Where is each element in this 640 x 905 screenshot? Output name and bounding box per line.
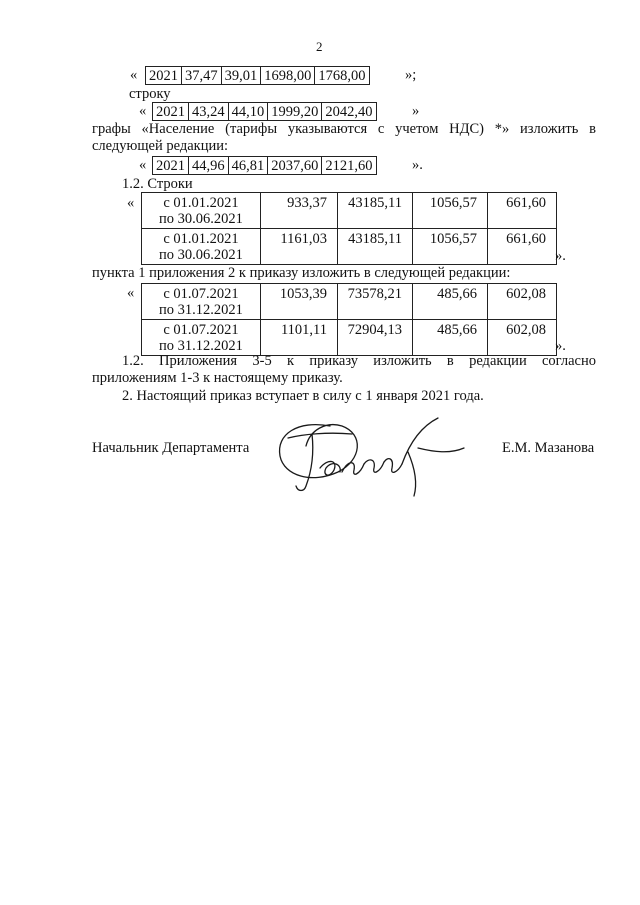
- cell-value: 39,01: [221, 67, 261, 85]
- period-end: по 30.06.2021: [159, 211, 243, 227]
- cell-year: 2021: [153, 157, 189, 175]
- period-start: с 01.07.2021: [163, 322, 239, 338]
- period-cell: [142, 320, 261, 356]
- period-end: по 31.12.2021: [159, 338, 243, 354]
- value-cell: 43185,11: [338, 229, 413, 265]
- period-end: по 31.12.2021: [159, 302, 243, 318]
- cell-value: 1698,00: [261, 67, 315, 85]
- word-stroku: строку: [129, 86, 171, 102]
- quote-close: ».: [412, 157, 423, 173]
- value-cell: 43185,11: [338, 193, 413, 229]
- signatory-position: Начальник Департамента: [92, 440, 250, 456]
- paragraph-prilozheniya-line1: 1.2. Приложения 3-5 к приказу изложить в редакции согласно: [122, 353, 596, 369]
- cell-value: 2037,60: [268, 157, 322, 175]
- value-cell: 602,08: [488, 284, 557, 320]
- value-cell: 1161,03: [261, 229, 338, 265]
- quote-open: «: [127, 195, 135, 211]
- quote-open: «: [139, 103, 147, 119]
- quote-close: »;: [405, 67, 417, 83]
- cell-value: 37,47: [182, 67, 222, 85]
- period-cell: [142, 229, 261, 265]
- heading-stroki: 1.2. Строки: [122, 176, 193, 192]
- table-row: [142, 284, 557, 320]
- cell-value: 44,10: [228, 103, 268, 121]
- paragraph-grafy-line2: следующей редакции:: [92, 138, 229, 154]
- value-cell: 661,60: [488, 229, 557, 265]
- tariff-table-1: [141, 192, 557, 265]
- value-cell: 73578,21: [338, 284, 413, 320]
- period-cell: [142, 193, 261, 229]
- value-cell: 602,08: [488, 320, 557, 356]
- value-cell: 485,66: [413, 320, 488, 356]
- handwritten-signature-image: [268, 412, 468, 502]
- paragraph-grafy-line1: графы «Население (тарифы указываются с учетом НДС) *» изложить в: [92, 121, 596, 137]
- cell-value: 2121,60: [322, 157, 376, 175]
- value-cell: 933,37: [261, 193, 338, 229]
- cell-year: 2021: [146, 67, 182, 85]
- cell-value: 1999,20: [268, 103, 322, 121]
- quote-open: «: [139, 157, 147, 173]
- quote-close: ».: [555, 338, 566, 354]
- quote-close: ».: [555, 248, 566, 264]
- value-cell: 1056,57: [413, 229, 488, 265]
- cell-value: 1768,00: [315, 67, 369, 85]
- paragraph-vstupaet: 2. Настоящий приказ вступает в силу с 1 января 2021 года.: [122, 388, 484, 404]
- period-start: с 01.01.2021: [163, 231, 239, 247]
- table-row: [142, 229, 557, 265]
- paragraph-prilozheniya-line2: приложениям 1-3 к настоящему приказу.: [92, 370, 343, 386]
- value-cell: 1101,11: [261, 320, 338, 356]
- table-row: [142, 193, 557, 229]
- inline-value-row-2: [152, 102, 377, 121]
- table-row: [142, 320, 557, 356]
- period-end: по 30.06.2021: [159, 247, 243, 263]
- value-cell: 72904,13: [338, 320, 413, 356]
- quote-open: «: [127, 285, 135, 301]
- paragraph-punkt: пункта 1 приложения 2 к приказу изложить в следующей редакции:: [92, 265, 511, 281]
- period-cell: [142, 284, 261, 320]
- inline-value-row-3: [152, 156, 377, 175]
- cell-value: 46,81: [228, 157, 268, 175]
- value-cell: 1053,39: [261, 284, 338, 320]
- tariff-table-2: [141, 283, 557, 356]
- cell-value: 43,24: [189, 103, 229, 121]
- quote-open: «: [130, 67, 138, 83]
- value-cell: 485,66: [413, 284, 488, 320]
- page-number: 2: [316, 39, 323, 54]
- quote-close: »: [412, 103, 420, 119]
- period-start: с 01.01.2021: [163, 195, 239, 211]
- value-cell: 1056,57: [413, 193, 488, 229]
- signatory-name: Е.М. Мазанова: [502, 440, 595, 456]
- period-start: с 01.07.2021: [163, 286, 239, 302]
- cell-value: 2042,40: [322, 103, 376, 121]
- inline-value-row-1: [145, 66, 370, 85]
- cell-value: 44,96: [189, 157, 229, 175]
- value-cell: 661,60: [488, 193, 557, 229]
- cell-year: 2021: [153, 103, 189, 121]
